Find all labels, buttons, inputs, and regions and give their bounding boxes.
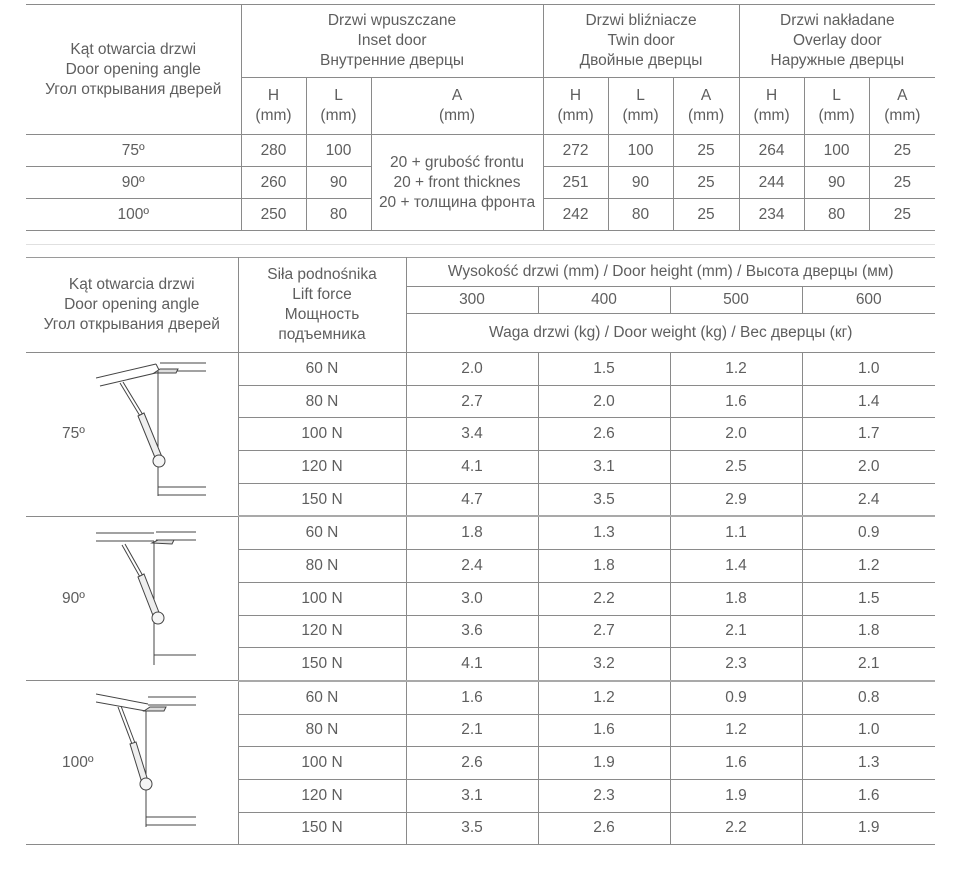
door-weight-cell: 1.4 — [670, 550, 802, 583]
height-600-header: 600 — [802, 287, 935, 314]
door-weight-cell: 1.8 — [406, 516, 538, 549]
h-label: H — [765, 87, 778, 104]
door-weight-cell: 1.5 — [802, 582, 935, 615]
door-weight-cell: 0.9 — [670, 681, 802, 714]
a-label: A — [451, 87, 463, 104]
door-weight-cell: 2.7 — [406, 385, 538, 418]
angle-header-pl: Kąt otwarcia drzwi — [68, 276, 195, 293]
door-weight-cell: 2.0 — [406, 353, 538, 386]
h-label: H — [267, 87, 280, 104]
twin-a-cell: 25 — [673, 167, 739, 199]
angle-header — [26, 5, 241, 135]
door-weight-cell: 0.9 — [802, 516, 935, 549]
lift-force-cell: 120 N — [238, 451, 406, 484]
overlay-a-header — [869, 78, 935, 135]
inset-header-en: Inset door — [357, 32, 427, 49]
inset-a-note — [371, 135, 543, 231]
lift-force-cell: 60 N — [238, 353, 406, 386]
door-weight-cell: 3.2 — [538, 648, 670, 681]
door-weight-cell: 3.0 — [406, 582, 538, 615]
unit-label: (mm) — [438, 107, 476, 124]
lift-force-cell: 150 N — [238, 483, 406, 516]
door-weight-cell: 1.0 — [802, 353, 935, 386]
door-weight-cell: 1.3 — [802, 747, 935, 780]
door-weight-cell: 2.3 — [670, 648, 802, 681]
door-weight-cell: 1.6 — [670, 385, 802, 418]
door-weight-cell: 1.6 — [538, 714, 670, 747]
door-weight-cell: 1.9 — [538, 747, 670, 780]
lift-force-cell: 100 N — [238, 418, 406, 451]
twin-a-cell: 25 — [673, 199, 739, 231]
door-weight-cell: 2.2 — [538, 582, 670, 615]
twin-a-cell: 25 — [673, 135, 739, 167]
inset-l-cell: 100 — [306, 135, 371, 167]
door-weight-cell: 1.9 — [802, 812, 935, 845]
height-300-header: 300 — [406, 287, 538, 314]
twin-l-cell: 100 — [608, 135, 673, 167]
door-weight-cell: 3.4 — [406, 418, 538, 451]
lift-force-cell: 60 N — [238, 516, 406, 549]
door-weight-cell: 4.1 — [406, 451, 538, 484]
lift-force-cell: 100 N — [238, 582, 406, 615]
unit-label: (mm) — [884, 107, 921, 124]
lift-force-cell: 60 N — [238, 681, 406, 714]
lift-force-table — [26, 257, 935, 845]
inset-h-cell: 250 — [241, 199, 306, 231]
gas-strut-100-icon — [96, 689, 216, 839]
inset-header-ru: Внутренние дверцы — [319, 52, 465, 69]
door-weight-cell: 2.9 — [670, 483, 802, 516]
unit-label: (mm) — [753, 107, 790, 124]
lift-force-header-en: Lift force — [292, 286, 352, 303]
door-weight-cell: 2.0 — [538, 385, 670, 418]
twin-h-cell: 251 — [543, 167, 608, 199]
twin-door-header — [543, 5, 739, 78]
unit-label: (mm) — [687, 107, 725, 124]
angle-header — [26, 258, 238, 353]
unit-label: (mm) — [255, 107, 292, 124]
door-weight-cell: 1.4 — [802, 385, 935, 418]
overlay-h-cell: 234 — [739, 199, 804, 231]
overlay-a-cell: 25 — [869, 135, 935, 167]
overlay-header-pl: Drzwi nakładane — [780, 12, 895, 29]
overlay-a-cell: 25 — [869, 167, 935, 199]
inset-h-cell: 280 — [241, 135, 306, 167]
overlay-l-cell: 80 — [804, 199, 869, 231]
door-weight-cell: 2.6 — [538, 812, 670, 845]
door-weight-cell: 2.3 — [538, 779, 670, 812]
height-500-header: 500 — [670, 287, 802, 314]
door-weight-cell: 2.0 — [802, 451, 935, 484]
inset-a-header — [371, 78, 543, 135]
door-weight-cell: 2.2 — [670, 812, 802, 845]
table-separator — [26, 244, 935, 245]
twin-header-pl: Drzwi bliźniacze — [585, 12, 697, 29]
overlay-l-cell: 90 — [804, 167, 869, 199]
door-weight-cell: 1.8 — [538, 550, 670, 583]
twin-h-cell: 242 — [543, 199, 608, 231]
twin-l-cell: 90 — [608, 167, 673, 199]
overlay-l-header — [804, 78, 869, 135]
table-row — [26, 135, 935, 167]
a-label: A — [897, 87, 908, 104]
overlay-header-ru: Наружные дверцы — [770, 52, 905, 69]
door-weight-cell: 2.6 — [406, 747, 538, 780]
angle-group-cell — [26, 681, 238, 845]
door-weight-cell: 4.1 — [406, 648, 538, 681]
lift-force-cell: 100 N — [238, 747, 406, 780]
lift-force-header-ru-1: Мощность — [284, 306, 360, 323]
l-label: L — [334, 87, 343, 104]
lift-force-cell: 80 N — [238, 714, 406, 747]
twin-l-cell: 80 — [608, 199, 673, 231]
angle-cell: 90º — [26, 167, 241, 199]
l-label: L — [832, 87, 841, 104]
inset-l-cell: 80 — [306, 199, 371, 231]
overlay-a-cell: 25 — [869, 199, 935, 231]
door-weight-cell: 2.1 — [406, 714, 538, 747]
door-weight-cell: 1.8 — [802, 615, 935, 648]
table-row — [26, 681, 935, 714]
lift-force-cell: 120 N — [238, 779, 406, 812]
door-weight-cell: 2.4 — [406, 550, 538, 583]
door-weight-cell: 1.3 — [538, 516, 670, 549]
overlay-h-cell: 264 — [739, 135, 804, 167]
lift-force-cell: 120 N — [238, 615, 406, 648]
door-weight-cell: 2.7 — [538, 615, 670, 648]
door-weight-cell: 1.5 — [538, 353, 670, 386]
angle-header-pl: Kąt otwarcia drzwi — [70, 40, 197, 58]
twin-l-header — [608, 78, 673, 135]
unit-label: (mm) — [818, 107, 855, 124]
angle-group-cell — [26, 516, 238, 680]
door-weight-cell: 2.5 — [670, 451, 802, 484]
angle-label: 100º — [62, 753, 94, 771]
door-weight-cell: 2.4 — [802, 483, 935, 516]
twin-h-cell: 272 — [543, 135, 608, 167]
door-weight-cell: 2.1 — [802, 648, 935, 681]
overlay-h-cell: 244 — [739, 167, 804, 199]
inset-a-note-en: 20 + front thicknes — [393, 173, 521, 191]
door-weight-cell: 2.6 — [538, 418, 670, 451]
twin-h-header — [543, 78, 608, 135]
inset-l-header — [306, 78, 371, 135]
table-row — [26, 516, 935, 549]
a-label: A — [700, 87, 712, 104]
door-weight-cell: 3.6 — [406, 615, 538, 648]
angle-header-ru: Угол открывания дверей — [45, 80, 222, 98]
height-400-header: 400 — [538, 287, 670, 314]
overlay-door-header — [739, 5, 935, 78]
inset-header-pl: Drzwi wpuszczane — [327, 12, 457, 29]
h-label: H — [569, 87, 582, 104]
door-weight-cell: 1.2 — [538, 681, 670, 714]
door-weight-cell: 2.0 — [670, 418, 802, 451]
door-weight-cell: 1.2 — [670, 714, 802, 747]
angle-cell: 75º — [26, 135, 241, 167]
unit-label: (mm) — [557, 107, 594, 124]
unit-label: (mm) — [622, 107, 659, 124]
door-weight-cell: 3.1 — [406, 779, 538, 812]
inset-l-cell: 90 — [306, 167, 371, 199]
door-weight-cell: 1.7 — [802, 418, 935, 451]
twin-header-ru: Двойные дверцы — [579, 52, 703, 69]
table-row — [26, 353, 935, 386]
door-weight-header: Waga drzwi (kg) / Door weight (kg) / Вес дверцы (кг) — [406, 314, 935, 353]
door-dimensions-table — [26, 4, 935, 231]
lift-force-header-ru-2: подъемника — [278, 326, 366, 343]
door-weight-cell: 2.1 — [670, 615, 802, 648]
door-weight-cell: 1.8 — [670, 582, 802, 615]
angle-header-en: Door opening angle — [65, 60, 201, 78]
door-weight-cell: 1.2 — [670, 353, 802, 386]
gas-strut-75-icon — [96, 361, 216, 511]
lift-force-header — [238, 258, 406, 353]
door-weight-cell: 3.5 — [406, 812, 538, 845]
overlay-l-cell: 100 — [804, 135, 869, 167]
lift-force-cell: 80 N — [238, 385, 406, 418]
angle-group-cell — [26, 353, 238, 517]
twin-header-en: Twin door — [607, 32, 675, 49]
angle-label: 75º — [62, 425, 85, 443]
lift-force-cell: 80 N — [238, 550, 406, 583]
door-weight-cell: 1.6 — [670, 747, 802, 780]
door-weight-cell: 1.2 — [802, 550, 935, 583]
door-weight-cell: 4.7 — [406, 483, 538, 516]
overlay-header-en: Overlay door — [792, 32, 882, 49]
angle-cell: 100º — [26, 199, 241, 231]
lift-force-header-pl: Siła podnośnika — [267, 266, 377, 283]
twin-a-header — [673, 78, 739, 135]
inset-h-cell: 260 — [241, 167, 306, 199]
inset-door-header — [241, 5, 543, 78]
angle-header-ru: Угол открывания дверей — [43, 316, 220, 333]
door-weight-cell: 3.5 — [538, 483, 670, 516]
door-height-header: Wysokość drzwi (mm) / Door height (mm) / Высота дверцы (мм) — [406, 258, 935, 287]
door-weight-cell: 1.6 — [406, 681, 538, 714]
inset-a-note-pl: 20 + grubość frontu — [390, 153, 525, 171]
angle-header-en: Door opening angle — [64, 296, 200, 313]
door-weight-cell: 3.1 — [538, 451, 670, 484]
lift-force-cell: 150 N — [238, 648, 406, 681]
door-weight-cell: 1.0 — [802, 714, 935, 747]
angle-label: 90º — [62, 589, 85, 607]
overlay-h-header — [739, 78, 804, 135]
gas-strut-90-icon — [96, 525, 216, 675]
lift-force-cell: 150 N — [238, 812, 406, 845]
inset-a-note-ru: 20 + толщина фронта — [378, 193, 536, 211]
unit-label: (mm) — [320, 107, 357, 124]
door-weight-cell: 0.8 — [802, 681, 935, 714]
door-weight-cell: 1.6 — [802, 779, 935, 812]
inset-h-header — [241, 78, 306, 135]
l-label: L — [636, 87, 645, 104]
door-weight-cell: 1.9 — [670, 779, 802, 812]
door-weight-cell: 1.1 — [670, 516, 802, 549]
